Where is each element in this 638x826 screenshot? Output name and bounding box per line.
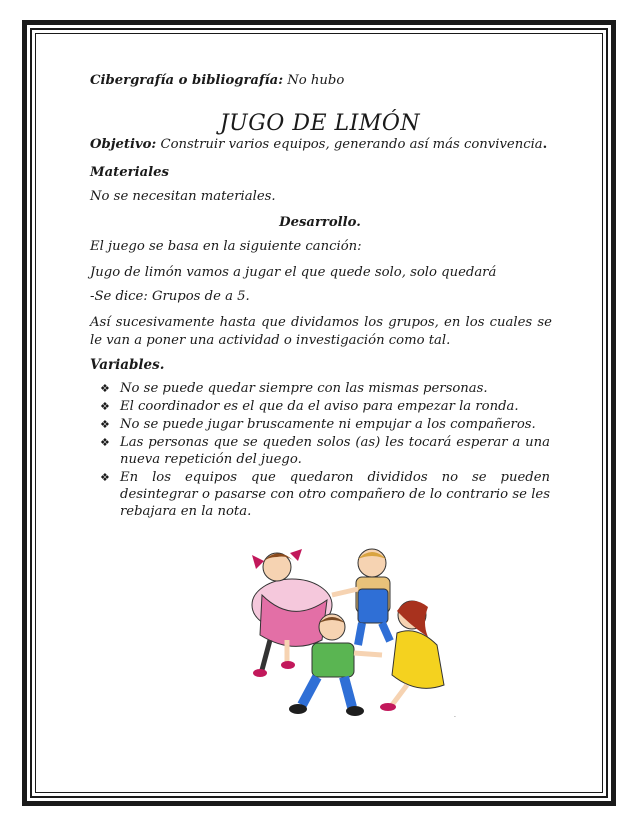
bibliography-line <box>90 72 344 90</box>
objective-line <box>90 136 547 154</box>
diamond-bullet-icon: ❖ <box>100 382 110 395</box>
list-item: ❖ No se puede jugar bruscamente ni empujar a los compañeros. <box>100 417 536 432</box>
objective-label: Objetivo: <box>90 137 157 152</box>
development-line-1: El juego se basa en la siguiente canción: <box>90 239 362 254</box>
development-line-2: Jugo de limón vamos a jugar el que quede solo, solo quedará <box>90 265 497 280</box>
bibliography-label: Cibergrafía o bibliografía: <box>90 73 284 88</box>
list-item: ❖ El coordinador es el que da el aviso para empezar la ronda. <box>100 399 519 414</box>
variables-heading: Variables. <box>90 357 165 373</box>
bibliography-value: No hubo <box>283 73 345 88</box>
objective-end: . <box>542 137 548 152</box>
development-line-4: Así sucesivamente hasta que dividamos los grupos, en los cuales se le van a poner una actividad o investigación como tal. <box>90 315 552 348</box>
objective-value: Construir varios equipos, generando así más convivencia <box>156 137 543 152</box>
list-item: ❖ No se puede quedar siempre con las mismas personas. <box>100 381 488 396</box>
children-playing-illustration <box>232 545 472 723</box>
diamond-bullet-icon: ❖ <box>100 471 110 484</box>
materials-text: No se necesitan materiales. <box>90 189 276 204</box>
diamond-bullet-icon: ❖ <box>100 418 110 431</box>
materials-heading: Materiales <box>90 165 169 180</box>
page-title: JUGO DE LIMÓN <box>219 110 421 136</box>
variables-list <box>90 380 550 521</box>
diamond-bullet-icon: ❖ <box>100 436 110 449</box>
list-item: ❖ Las personas que se queden solos (as) les tocará esperar a una nueva repetición del juego. <box>100 435 550 467</box>
diamond-bullet-icon: ❖ <box>100 400 110 413</box>
development-heading: Desarrollo. <box>279 215 361 230</box>
list-item: ❖ En los equipos que quedaron divididos no se pueden desintegrar o pasarse con otro compañero de lo contrario se les rebajara en la nota. <box>100 470 550 519</box>
development-line-3: -Se dice: Grupos de a 5. <box>90 289 250 304</box>
svg-text:.: . <box>454 712 456 719</box>
